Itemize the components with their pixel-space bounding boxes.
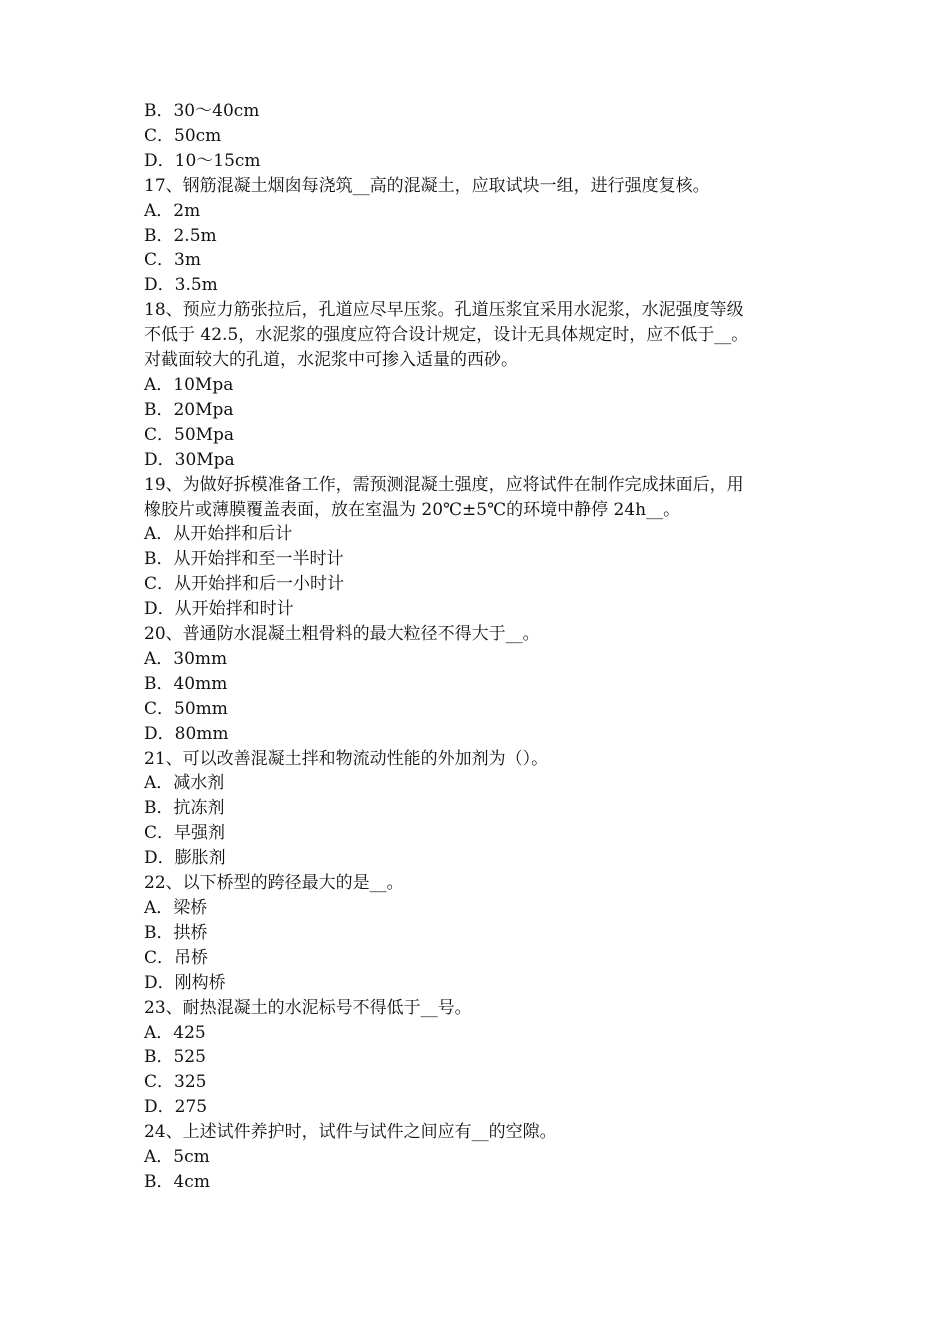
question-line: 21、可以改善混凝土拌和物流动性能的外加剂为（）。	[144, 748, 549, 769]
answer-option: D．30Mpa	[144, 449, 235, 470]
question-line: 24、上述试件养护时，试件与试件之间应有__的空隙。	[144, 1122, 557, 1143]
question-line: 17、钢筋混凝土烟囱每浇筑__高的混凝土，应取试块一组，进行强度复核。	[144, 175, 710, 196]
answer-option: D．275	[144, 1097, 208, 1118]
answer-option: A．2m	[144, 200, 201, 221]
answer-option: A．425	[144, 1022, 206, 1043]
answer-option: C．50cm	[144, 125, 222, 146]
question-text	[144, 747, 818, 772]
answer-option: C．3m	[144, 250, 201, 271]
question-text	[144, 871, 818, 896]
answer-option: D．膨胀剂	[144, 848, 226, 869]
answer-option: A．5cm	[144, 1147, 210, 1168]
question-text	[144, 1120, 818, 1145]
answer-option: D．3.5m	[144, 275, 218, 296]
question-line: 23、耐热混凝土的水泥标号不得低于__号。	[144, 997, 472, 1018]
answer-option: B．2.5m	[144, 225, 217, 246]
answer-option: D．刚构桥	[144, 972, 226, 993]
answer-option: B．525	[144, 1047, 206, 1068]
document-page	[144, 99, 818, 1195]
question-text	[144, 174, 818, 199]
question-text	[144, 298, 818, 373]
answer-option: C．从开始拌和后一小时计	[144, 574, 345, 595]
answer-option: A．从开始拌和后计	[144, 524, 293, 545]
answer-option: A．减水剂	[144, 773, 225, 794]
answer-option: A．10Mpa	[144, 374, 234, 395]
question-text	[144, 473, 818, 523]
answer-option: D．从开始拌和时计	[144, 599, 294, 620]
answer-option: A．梁桥	[144, 898, 208, 918]
question-line: 22、以下桥型的跨径最大的是__。	[144, 873, 404, 894]
answer-option: C．325	[144, 1072, 207, 1093]
question-text	[144, 622, 818, 647]
question-line: 对截面较大的孔道，水泥浆中可掺入适量的西砂。	[144, 350, 518, 371]
answer-option: B．40mm	[144, 673, 228, 694]
question-line: 橡胶片或薄膜覆盖表面，放在室温为 20℃±5℃的环境中静停 24h__。	[144, 499, 681, 520]
answer-option: C．50Mpa	[144, 424, 235, 445]
answer-option: B．拱桥	[144, 922, 208, 943]
question-line: 18、预应力筋张拉后，孔道应尽早压浆。孔道压浆宜采用水泥浆，水泥强度等级	[144, 300, 744, 321]
answer-option: B．4cm	[144, 1171, 210, 1192]
answer-option: D．80mm	[144, 723, 229, 744]
question-line: 19、为做好拆模准备工作，需预测混凝土强度，应将试件在制作完成抹面后，用	[144, 474, 744, 495]
answer-option: B．30～40cm	[144, 101, 260, 121]
answer-option: C．50mm	[144, 698, 228, 719]
answer-option: C．吊桥	[144, 947, 209, 968]
answer-option: B．从开始拌和至一半时计	[144, 549, 344, 570]
answer-option: A．30mm	[144, 648, 228, 669]
question-line: 20、普通防水混凝土粗骨料的最大粒径不得大于__。	[144, 624, 540, 645]
answer-option: B．20Mpa	[144, 399, 234, 420]
answer-option: D．10～15cm	[144, 150, 261, 171]
answer-option: B．抗冻剂	[144, 798, 225, 819]
answer-option: C．早强剂	[144, 823, 226, 844]
question-text	[144, 996, 818, 1021]
question-line: 不低于 42.5，水泥浆的强度应符合设计规定，设计无具体规定时，应不低于__。	[144, 325, 749, 346]
